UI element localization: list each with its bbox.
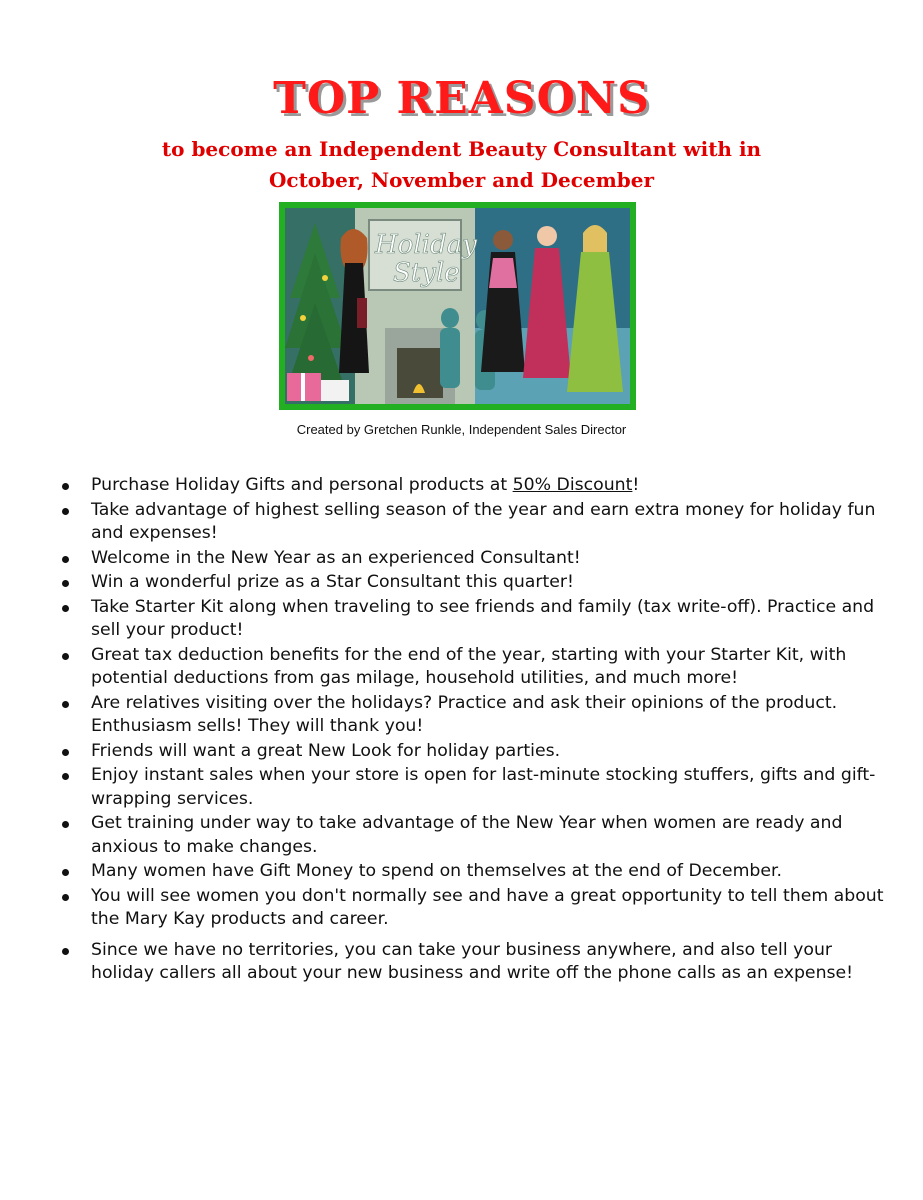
reason-text: Get training under way to take advantage of the New Year when women are ready and anxious to make changes. xyxy=(91,813,843,857)
reason-text: Take advantage of highest selling season of the year and earn extra money for holiday fun and expenses! xyxy=(91,499,876,543)
bullet-icon xyxy=(62,701,69,708)
list-item xyxy=(60,547,900,571)
svg-text:Style: Style xyxy=(393,258,460,288)
reasons-list xyxy=(60,474,900,987)
image-credit: Created by Gretchen Runkle, Independent Sales Director xyxy=(296,422,627,437)
subtitle-line-2: October, November and December xyxy=(268,168,655,192)
svg-text:Holiday: Holiday xyxy=(375,230,477,260)
reason-text-after: ! xyxy=(632,475,640,495)
bullet-icon xyxy=(62,821,69,828)
bullet-icon xyxy=(62,773,69,780)
reason-text: Welcome in the New Year as an experienced Consultant! xyxy=(91,547,581,568)
reason-text: Enjoy instant sales when your store is open for last-minute stocking stuffers, gifts and gift-wrapping services. xyxy=(91,765,876,809)
reason-text-before: Purchase Holiday Gifts and personal products at xyxy=(91,475,513,495)
list-item xyxy=(60,644,900,691)
bullet-icon xyxy=(62,556,69,563)
bullet-icon xyxy=(62,653,69,660)
list-item xyxy=(60,885,900,932)
list-item xyxy=(60,764,900,811)
list-item xyxy=(60,740,900,764)
bullet-icon xyxy=(62,483,69,490)
reason-text: Since we have no territories, you can take your business anywhere, and also tell your holiday callers all about your new business and write off the phone calls as an expense! xyxy=(91,939,854,983)
reason-text: Great tax deduction benefits for the end of the year, starting with your Starter Kit, with potential deductions from gas milage, household utilities, and much more! xyxy=(91,644,847,688)
page-title: TOP REASONS xyxy=(273,73,650,124)
subtitle-line-1: to become an Independent Beauty Consultant with in xyxy=(161,137,762,161)
list-item xyxy=(60,596,900,643)
list-item xyxy=(60,812,900,859)
bullet-icon xyxy=(62,580,69,587)
list-item xyxy=(60,860,900,884)
reason-text: Friends will want a great New Look for holiday parties. xyxy=(91,740,561,761)
bullet-icon xyxy=(62,894,69,901)
bullet-icon xyxy=(62,605,69,612)
bullet-icon xyxy=(62,508,69,515)
list-item xyxy=(60,474,900,498)
list-item xyxy=(60,499,900,546)
list-item xyxy=(60,571,900,595)
reason-text: Take Starter Kit along when traveling to see friends and family (tax write-off). Practice and sell your product! xyxy=(91,596,875,640)
reason-text: Are relatives visiting over the holidays? Practice and ask their opinions of the product. Enthusiasm sells! They will thank you! xyxy=(91,692,838,736)
bullet-icon xyxy=(62,749,69,756)
bullet-icon xyxy=(62,948,69,955)
holiday-scene-graphic xyxy=(285,208,630,404)
reason-text: You will see women you don't normally see and have a great opportunity to tell them about the Mary Kay products and career. xyxy=(91,885,884,929)
list-item xyxy=(60,939,900,986)
reason-text: Win a wonderful prize as a Star Consultant this quarter! xyxy=(91,572,574,592)
discount-emphasis: 50% Discount xyxy=(512,475,633,495)
list-item xyxy=(60,692,900,739)
bullet-icon xyxy=(62,869,69,876)
holiday-style-illustration xyxy=(279,202,636,410)
reason-text: Many women have Gift Money to spend on themselves at the end of December. xyxy=(91,861,783,881)
